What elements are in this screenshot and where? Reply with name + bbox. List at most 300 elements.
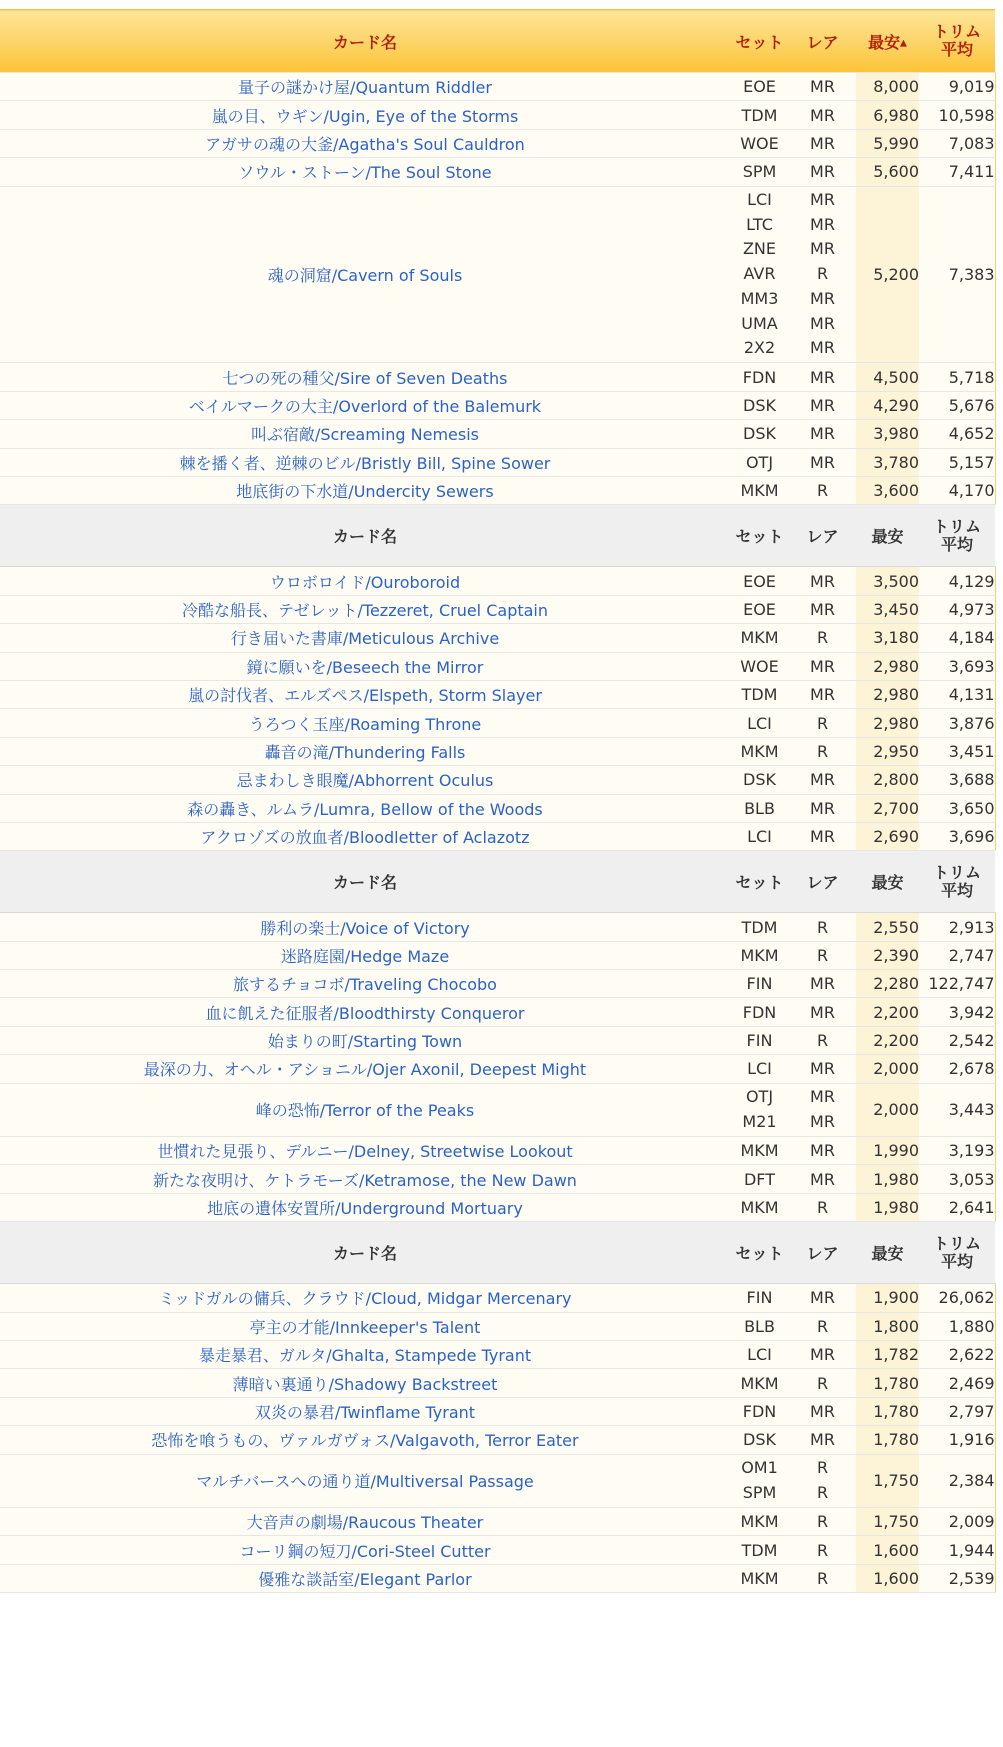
set-code: OTJ [745,1087,774,1107]
table-row [0,158,995,186]
card-name-link[interactable]: マルチバースへの通り道/Multiversal Passage [0,1454,730,1507]
set-code-cell [730,1165,789,1193]
table-header-row [0,10,995,73]
set-code-cell [730,186,789,363]
table-row [0,129,995,157]
set-code: TDM [741,917,778,937]
trimmed-average-price: 9,019 [919,73,995,101]
card-name-link[interactable]: 嵐の目、ウギン/Ugin, Eye of the Storms [0,101,730,129]
rarity: MR [810,313,835,333]
card-name-link[interactable]: ソウル・ストーン/The Soul Stone [0,158,730,186]
set-code-cell [730,766,789,794]
set-code: EOE [743,599,776,619]
rarity-cell [789,737,856,765]
set-code: FIN [746,974,773,994]
card-name-link[interactable]: 薄暗い裏通り/Shadowy Backstreet [0,1369,730,1397]
rarity-cell [789,998,856,1026]
rarity: R [816,1540,829,1560]
column-header-trimmed-average[interactable] [919,1222,995,1284]
set-code: DSK [743,396,776,416]
set-code-cell [730,913,789,941]
column-header-card-name[interactable]: カード名 [0,10,730,73]
rarity-cell [789,709,856,737]
trimmed-average-price: 2,747 [919,941,995,969]
table-row [0,420,995,448]
trimmed-average-price: 3,451 [919,737,995,765]
set-code: MM3 [740,288,779,308]
column-header-trimmed-average[interactable] [919,10,995,73]
rarity-cell [789,794,856,822]
table-header-row [0,1222,995,1284]
column-header-trimmed-average[interactable] [919,505,995,567]
column-header-rarity[interactable]: レア [789,10,856,73]
set-code: DSK [743,1430,776,1450]
header-label-line: 平均 [940,880,973,900]
set-code-cell [730,1193,789,1221]
rarity-cell [789,420,856,448]
table-row [0,448,995,476]
table-row [0,391,995,419]
column-header-set[interactable]: セット [730,851,789,913]
column-header-min-price[interactable]: 最安 [856,1222,919,1284]
table-row [0,624,995,652]
table-row [0,998,995,1026]
set-code-cell [730,73,789,101]
set-code: MKM [740,1198,779,1218]
rarity: MR [810,1059,835,1079]
trimmed-average-price: 3,443 [919,1083,995,1136]
min-price: 2,700 [856,794,919,822]
trimmed-average-price: 3,053 [919,1165,995,1193]
table-row [0,1165,995,1193]
min-price: 6,980 [856,101,919,129]
min-price: 2,980 [856,709,919,737]
card-name-link[interactable]: 嵐の討伐者、エルズペス/Elspeth, Storm Slayer [0,680,730,708]
trimmed-average-price: 3,688 [919,766,995,794]
card-name-link[interactable]: 優雅な談話室/Elegant Parlor [0,1564,730,1592]
set-code-cell [730,709,789,737]
set-code: BLB [744,798,775,818]
trimmed-average-price: 4,652 [919,420,995,448]
table-row [0,1454,995,1507]
rarity-cell [789,624,856,652]
set-code-cell [730,158,789,186]
card-name-link[interactable]: 峰の恐怖/Terror of the Peaks [0,1083,730,1136]
table-row [0,101,995,129]
min-price: 1,900 [856,1284,919,1312]
table-row [0,1369,995,1397]
set-code-cell [730,822,789,850]
card-name-link[interactable]: うろつく玉座/Roaming Throne [0,709,730,737]
card-name-link[interactable]: 轟音の滝/Thundering Falls [0,737,730,765]
rarity-cell [789,1397,856,1425]
card-name-link[interactable]: 旅するチョコボ/Traveling Chocobo [0,970,730,998]
set-code: TDM [741,1540,778,1560]
card-name-link[interactable]: 量子の謎かけ屋/Quantum Riddler [0,73,730,101]
card-name-link[interactable]: 地底の遺体安置所/Underground Mortuary [0,1193,730,1221]
card-name-link[interactable]: 七つの死の種父/Sire of Seven Deaths [0,363,730,391]
set-code: LCI [747,190,772,210]
rarity-cell [789,766,856,794]
min-price: 1,980 [856,1193,919,1221]
set-code: FDN [742,1002,777,1022]
card-name-link[interactable]: 鏡に願いを/Beseech the Mirror [0,652,730,680]
rarity: MR [810,338,835,358]
card-name-link[interactable]: 血に飢えた征服者/Bloodthirsty Conqueror [0,998,730,1026]
column-header-card-name[interactable]: カード名 [0,1222,730,1284]
min-price: 4,290 [856,391,919,419]
rarity: R [816,917,829,937]
header-label-line: トリム [932,22,981,41]
set-code-cell [730,129,789,157]
rarity: MR [810,1087,835,1107]
column-header-set[interactable]: セット [730,505,789,567]
table-row [0,766,995,794]
rarity-cell [789,913,856,941]
set-code: LCI [747,827,772,847]
rarity: MR [810,1288,835,1308]
trimmed-average-price: 7,411 [919,158,995,186]
set-code: FIN [746,1288,773,1308]
rarity-cell [789,1055,856,1083]
rarity-cell [789,595,856,623]
card-name-link[interactable]: 森の轟き、ルムラ/Lumra, Bellow of the Woods [0,794,730,822]
rarity-cell [789,363,856,391]
min-price: 2,200 [856,998,919,1026]
rarity: MR [810,1141,835,1161]
table-row [0,1536,995,1564]
rarity: R [816,1568,829,1588]
rarity: R [816,1482,829,1502]
rarity: R [816,1373,829,1393]
set-code: FIN [746,1031,773,1051]
set-code: MKM [740,1568,779,1588]
trimmed-average-price: 5,718 [919,363,995,391]
rarity: MR [810,827,835,847]
trimmed-average-price: 2,539 [919,1564,995,1592]
set-code-cell [730,1026,789,1054]
trimmed-average-price: 3,876 [919,709,995,737]
column-header-card-name[interactable]: カード名 [0,505,730,567]
table-row [0,477,995,505]
rarity: MR [810,656,835,676]
card-name-link[interactable]: 忌まわしき眼魔/Abhorrent Oculus [0,766,730,794]
table-row [0,186,995,363]
rarity-cell [789,1137,856,1165]
rarity-cell [789,1026,856,1054]
set-code-cell [730,998,789,1026]
trimmed-average-price: 122,747 [919,970,995,998]
trimmed-average-price: 4,131 [919,680,995,708]
table-row [0,1137,995,1165]
column-header-rarity[interactable]: レア [789,505,856,567]
card-name-link[interactable]: 亭主の才能/Innkeeper's Talent [0,1312,730,1340]
table-row [0,73,995,101]
card-name-link[interactable]: 最深の力、オヘル・アショニル/Ojer Axonil, Deepest Might [0,1055,730,1083]
min-price: 1,800 [856,1312,919,1340]
min-price: 5,200 [856,186,919,363]
set-code-cell [730,794,789,822]
column-header-rarity[interactable]: レア [789,1222,856,1284]
set-code-cell [730,970,789,998]
rarity-cell [789,822,856,850]
min-price: 2,550 [856,913,919,941]
header-label-line: トリム [932,516,981,536]
sort-ascending-icon: ▲ [900,38,907,48]
trimmed-average-price: 2,678 [919,1055,995,1083]
card-name-link[interactable]: 冷酷な船長、テゼレット/Tezzeret, Cruel Captain [0,595,730,623]
rarity: R [816,1031,829,1051]
table-row [0,363,995,391]
set-code-cell [730,1397,789,1425]
trimmed-average-price: 3,193 [919,1137,995,1165]
column-header-min-price[interactable]: 最安 [856,505,919,567]
min-price: 2,000 [856,1055,919,1083]
rarity-cell [789,1341,856,1369]
rarity: R [816,481,829,501]
table-header-row [0,851,995,913]
rarity: MR [810,974,835,994]
set-code: MKM [740,945,779,965]
min-price: 1,980 [856,1165,919,1193]
card-name-link[interactable]: アクロゾズの放血者/Bloodletter of Aclazotz [0,822,730,850]
set-code-cell [730,1137,789,1165]
rarity: MR [810,599,835,619]
set-code-cell [730,1454,789,1507]
set-code-cell [730,1507,789,1535]
table-row [0,709,995,737]
min-price: 5,600 [856,158,919,186]
rarity: MR [810,162,835,182]
card-name-link[interactable]: ベイルマークの大主/Overlord of the Balemurk [0,391,730,419]
set-code-cell [730,652,789,680]
column-header-rarity[interactable]: レア [789,851,856,913]
set-code: EOE [743,77,776,97]
min-price: 3,450 [856,595,919,623]
header-label-line: トリム [932,1233,981,1253]
rarity: R [816,628,829,648]
table-row [0,1341,995,1369]
rarity: R [816,1458,829,1478]
rarity: R [816,1198,829,1218]
rarity-cell [789,1165,856,1193]
set-code-cell [730,448,789,476]
min-price: 2,980 [856,680,919,708]
table-header-row [0,505,995,567]
table-row [0,1284,995,1312]
min-price: 3,780 [856,448,919,476]
table-row [0,1507,995,1535]
card-price-table-body [0,10,995,1593]
trimmed-average-price: 7,383 [919,186,995,363]
set-code-cell [730,1369,789,1397]
trimmed-average-price: 2,797 [919,1397,995,1425]
rarity: MR [810,452,835,472]
column-header-min-price[interactable]: 最安▲ [856,10,919,73]
table-row [0,794,995,822]
rarity: R [816,1512,829,1532]
set-code: FDN [742,367,777,387]
rarity: MR [810,190,835,210]
card-name-link[interactable]: 新たな夜明け、ケトラモーズ/Ketramose, the New Dawn [0,1165,730,1193]
min-price: 3,500 [856,567,919,595]
set-code-cell [730,567,789,595]
table-row [0,1193,995,1221]
rarity: MR [810,798,835,818]
rarity: R [816,713,829,733]
header-label-line: 平均 [940,534,973,554]
card-name-link[interactable]: コーリ鋼の短刀/Cori-Steel Cutter [0,1536,730,1564]
min-price: 2,000 [856,1083,919,1136]
rarity: MR [810,1002,835,1022]
trimmed-average-price: 5,157 [919,448,995,476]
rarity: MR [810,685,835,705]
rarity-cell [789,101,856,129]
rarity: R [816,741,829,761]
min-price: 1,600 [856,1564,919,1592]
card-name-link[interactable]: 恐怖を喰うもの、ヴァルガヴォス/Valgavoth, Terror Eater [0,1426,730,1454]
card-name-link[interactable]: 世慣れた見張り、デルニー/Delney, Streetwise Lookout [0,1137,730,1165]
card-name-link[interactable]: 叫ぶ宿敵/Screaming Nemesis [0,420,730,448]
table-row [0,595,995,623]
min-price: 3,180 [856,624,919,652]
set-code-cell [730,1055,789,1083]
rarity: MR [810,1401,835,1421]
set-code: WOE [740,133,779,153]
card-name-link[interactable]: 行き届いた書庫/Meticulous Archive [0,624,730,652]
rarity: MR [810,396,835,416]
trimmed-average-price: 1,880 [919,1312,995,1340]
rarity-cell [789,73,856,101]
set-code: EOE [743,571,776,591]
card-name-link[interactable]: 棘を播く者、逆棘のビル/Bristly Bill, Spine Sower [0,448,730,476]
min-price: 1,782 [856,1341,919,1369]
min-price: 4,500 [856,363,919,391]
rarity: MR [810,571,835,591]
table-row [0,1564,995,1592]
min-price: 2,390 [856,941,919,969]
set-code: DSK [743,770,776,790]
rarity-cell [789,1564,856,1592]
trimmed-average-price: 1,916 [919,1426,995,1454]
rarity: MR [810,367,835,387]
card-name-link[interactable]: 地底街の下水道/Undercity Sewers [0,477,730,505]
trimmed-average-price: 2,384 [919,1454,995,1507]
trimmed-average-price: 10,598 [919,101,995,129]
rarity: R [816,1316,829,1336]
set-code: DFT [743,1169,775,1189]
rarity-cell [789,680,856,708]
trimmed-average-price: 4,170 [919,477,995,505]
set-code: LTC [746,214,773,234]
table-row [0,1312,995,1340]
column-header-card-name[interactable]: カード名 [0,851,730,913]
set-code-cell [730,1536,789,1564]
rarity: MR [810,1169,835,1189]
rarity: MR [810,424,835,444]
column-header-trimmed-average[interactable] [919,851,995,913]
card-name-link[interactable]: 迷路庭園/Hedge Maze [0,941,730,969]
min-price: 2,950 [856,737,919,765]
rarity-cell [789,1426,856,1454]
table-row [0,970,995,998]
card-name-link[interactable]: 勝利の楽士/Voice of Victory [0,913,730,941]
min-price: 1,750 [856,1507,919,1535]
card-name-link[interactable]: 大音声の劇場/Raucous Theater [0,1507,730,1535]
min-price: 8,000 [856,73,919,101]
set-code: MKM [740,741,779,761]
min-price: 5,990 [856,129,919,157]
trimmed-average-price: 26,062 [919,1284,995,1312]
header-label-line: トリム [932,862,981,882]
trimmed-average-price: 7,083 [919,129,995,157]
table-row [0,1026,995,1054]
column-header-min-price[interactable]: 最安 [856,851,919,913]
table-row [0,737,995,765]
set-code: TDM [741,685,778,705]
set-code-cell [730,1564,789,1592]
column-header-set[interactable]: セット [730,1222,789,1284]
set-code: OTJ [745,452,774,472]
rarity-cell [789,970,856,998]
set-code-cell [730,941,789,969]
table-row [0,567,995,595]
trimmed-average-price: 3,650 [919,794,995,822]
card-name-link[interactable]: 魂の洞窟/Cavern of Souls [0,186,730,363]
rarity-cell [789,391,856,419]
set-code: ZNE [742,239,777,259]
trimmed-average-price: 4,973 [919,595,995,623]
min-price: 3,980 [856,420,919,448]
rarity: MR [810,239,835,259]
set-code: SPM [742,162,777,182]
table-row [0,680,995,708]
set-code: MKM [740,481,779,501]
rarity-cell [789,1369,856,1397]
rarity: R [816,264,829,284]
trimmed-average-price: 3,693 [919,652,995,680]
rarity-cell [789,1507,856,1535]
set-code: DSK [743,424,776,444]
set-code: MKM [740,628,779,648]
set-code: UMA [741,313,778,333]
set-code: BLB [744,1316,775,1336]
rarity-cell [789,1312,856,1340]
set-code: TDM [741,105,778,125]
card-name-link[interactable]: 双炎の暴君/Twinflame Tyrant [0,1397,730,1425]
rarity-cell [789,1284,856,1312]
set-code: MKM [740,1512,779,1532]
rarity: MR [810,1111,835,1131]
card-name-link[interactable]: 暴走暴君、ガルタ/Ghalta, Stampede Tyrant [0,1341,730,1369]
table-row [0,1397,995,1425]
table-row [0,1426,995,1454]
card-name-link[interactable]: アガサの魂の大釜/Agatha's Soul Cauldron [0,129,730,157]
set-code: WOE [740,656,779,676]
min-price: 1,780 [856,1426,919,1454]
trimmed-average-price: 2,641 [919,1193,995,1221]
card-name-link[interactable]: ミッドガルの傭兵、クラウド/Cloud, Midgar Mercenary [0,1284,730,1312]
min-price: 2,200 [856,1026,919,1054]
trimmed-average-price: 2,009 [919,1507,995,1535]
card-name-link[interactable]: 始まりの町/Starting Town [0,1026,730,1054]
card-price-table [0,9,996,1593]
column-header-set[interactable]: セット [730,10,789,73]
rarity: MR [810,105,835,125]
card-name-link[interactable]: ウロボロイド/Ouroboroid [0,567,730,595]
trimmed-average-price: 2,469 [919,1369,995,1397]
set-code-cell [730,1083,789,1136]
